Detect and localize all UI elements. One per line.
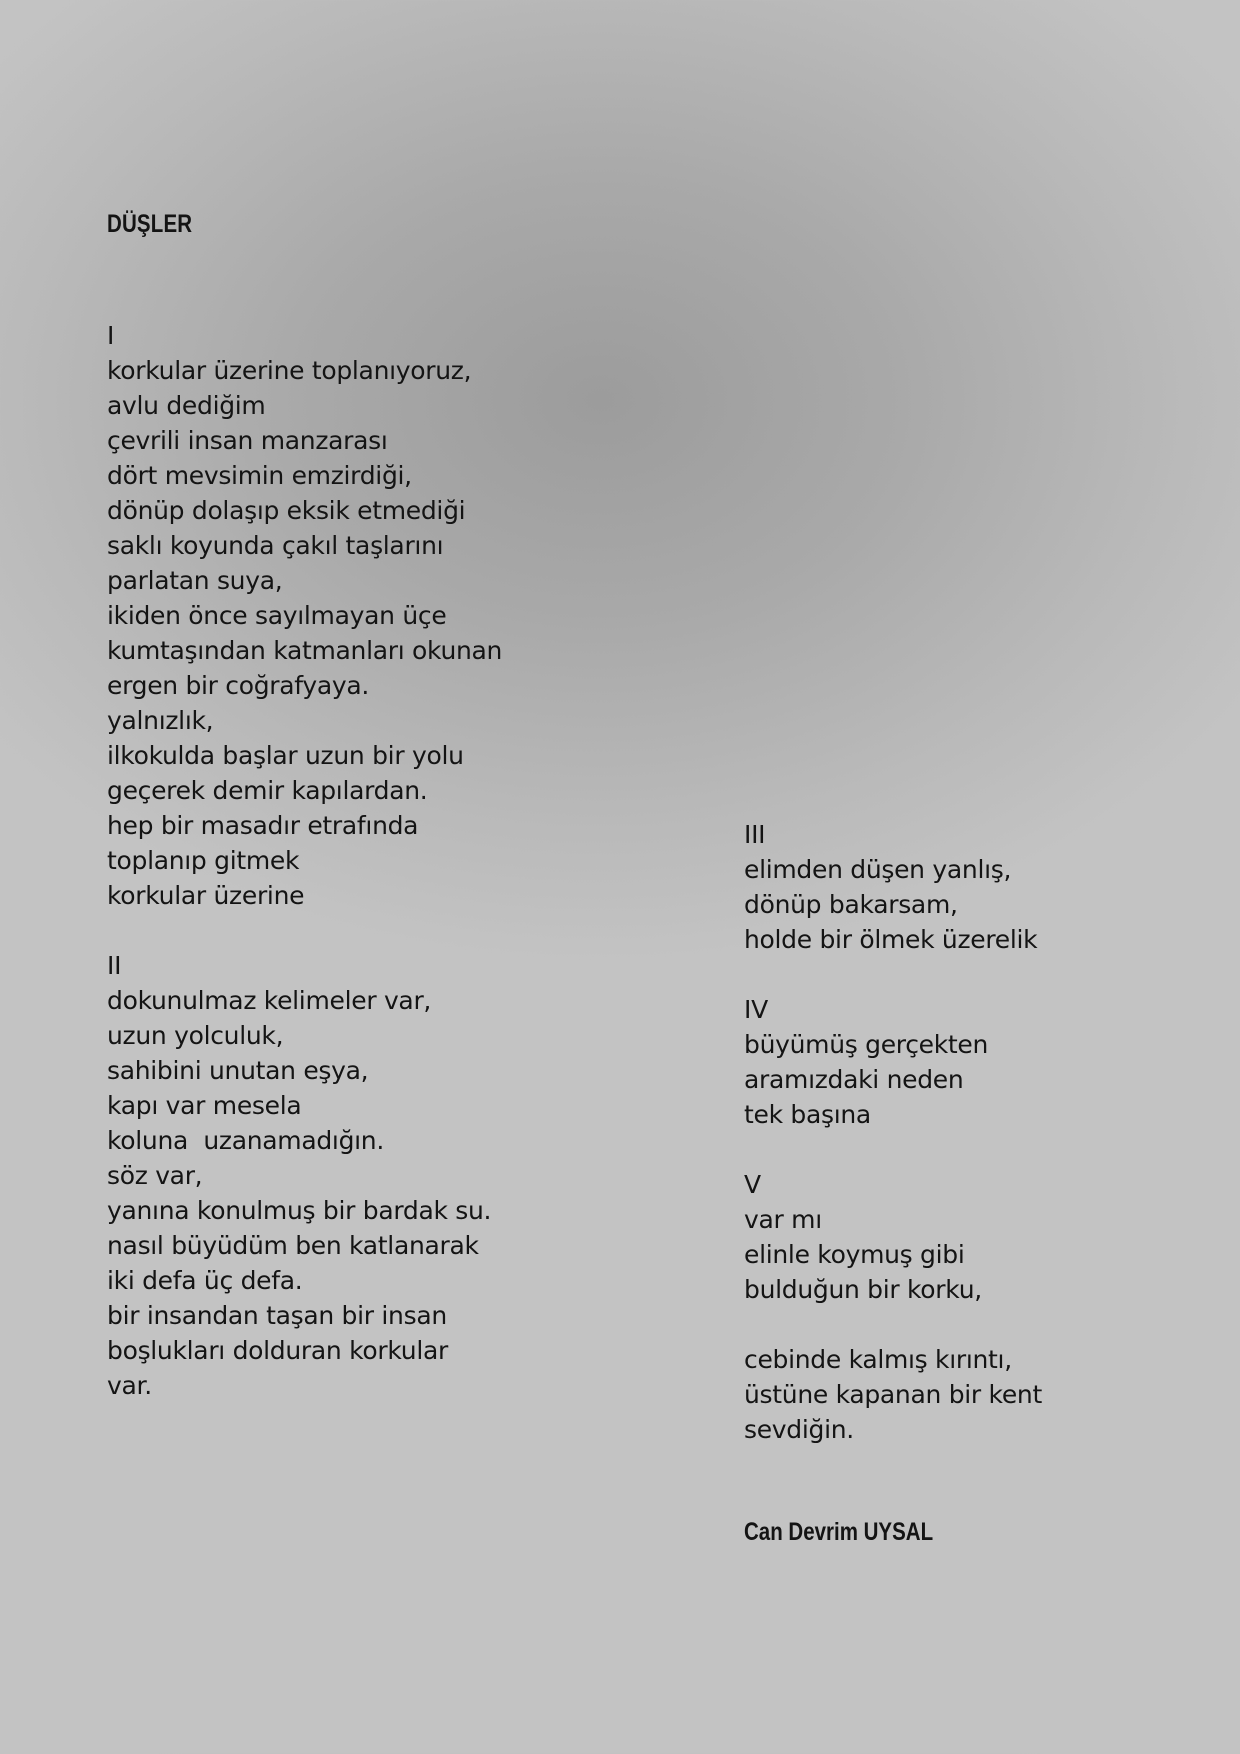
stanza-numeral: III (744, 820, 766, 849)
poem-line: elimden düşen yanlış, (744, 855, 1012, 884)
stanza-numeral: V (744, 1170, 761, 1199)
poem-line: dönüp dolaşıp eksik etmediği (107, 496, 466, 525)
poem-line: dört mevsimin emzirdiği, (107, 461, 412, 490)
poem-line: iki defa üç defa. (107, 1266, 303, 1295)
poem-line: sahibini unutan eşya, (107, 1056, 369, 1085)
stanza-numeral: II (107, 951, 122, 980)
poem-line: hep bir masadır etrafında (107, 811, 419, 840)
poem-line: holde bir ölmek üzerelik (744, 925, 1038, 954)
poem-line: ergen bir coğrafyaya. (107, 671, 370, 700)
poem-line: yalnızlık, (107, 706, 214, 735)
poem-line: çevrili insan manzarası (107, 426, 388, 455)
poem-line: sevdiğin. (744, 1415, 854, 1444)
poem-line: dokunulmaz kelimeler var, (107, 986, 432, 1015)
poem-line: kapı var mesela (107, 1091, 302, 1120)
poem-line: ilkokulda başlar uzun bir yolu (107, 741, 464, 770)
poem-line: tek başına (744, 1100, 871, 1129)
poem-line: dönüp bakarsam, (744, 890, 958, 919)
poem-line: bulduğun bir korku, (744, 1275, 982, 1304)
poem-line: korkular üzerine toplanıyoruz, (107, 356, 472, 385)
poem-line: geçerek demir kapılardan. (107, 776, 428, 805)
author-name: Can Devrim UYSAL (744, 1518, 934, 1546)
poem-line: nasıl büyüdüm ben katlanarak (107, 1231, 479, 1260)
stanza-5 (744, 1167, 1240, 1307)
poem-line: yanına konulmuş bir bardak su. (107, 1196, 492, 1225)
poem-line: aramızdaki neden (744, 1065, 964, 1094)
stanza-4 (744, 992, 1240, 1132)
poem-line: koluna uzanamadığın. (107, 1126, 384, 1155)
left-column (107, 318, 627, 1403)
stanza-numeral: IV (744, 995, 768, 1024)
poem-line: bir insandan taşan bir insan (107, 1301, 447, 1330)
poem-line: uzun yolculuk, (107, 1021, 284, 1050)
stanza-2 (107, 948, 627, 1403)
poem-line: söz var, (107, 1161, 203, 1190)
poem-line: büyümüş gerçekten (744, 1030, 989, 1059)
poem-title: DÜŞLER (107, 210, 193, 238)
poem-line: toplanıp gitmek (107, 846, 300, 875)
poem-line: ikiden önce sayılmayan üçe (107, 601, 447, 630)
poem-line: var mı (744, 1205, 822, 1234)
poem-line: avlu dediğim (107, 391, 266, 420)
stanza-5-continued (744, 1342, 1240, 1447)
poem-line: var. (107, 1371, 152, 1400)
poem-line: elinle koymuş gibi (744, 1240, 965, 1269)
poem-line: kumtaşından katmanları okunan (107, 636, 503, 665)
poem-line: cebinde kalmış kırıntı, (744, 1345, 1012, 1374)
stanza-1 (107, 318, 627, 913)
poem-line: üstüne kapanan bir kent (744, 1380, 1042, 1409)
poem-line: boşlukları dolduran korkular (107, 1336, 448, 1365)
stanza-numeral: I (107, 321, 115, 350)
poem-line: saklı koyunda çakıl taşlarını (107, 531, 444, 560)
right-column (744, 817, 1240, 1447)
poem-line: parlatan suya, (107, 566, 283, 595)
stanza-3 (744, 817, 1240, 957)
poem-line: korkular üzerine (107, 881, 305, 910)
